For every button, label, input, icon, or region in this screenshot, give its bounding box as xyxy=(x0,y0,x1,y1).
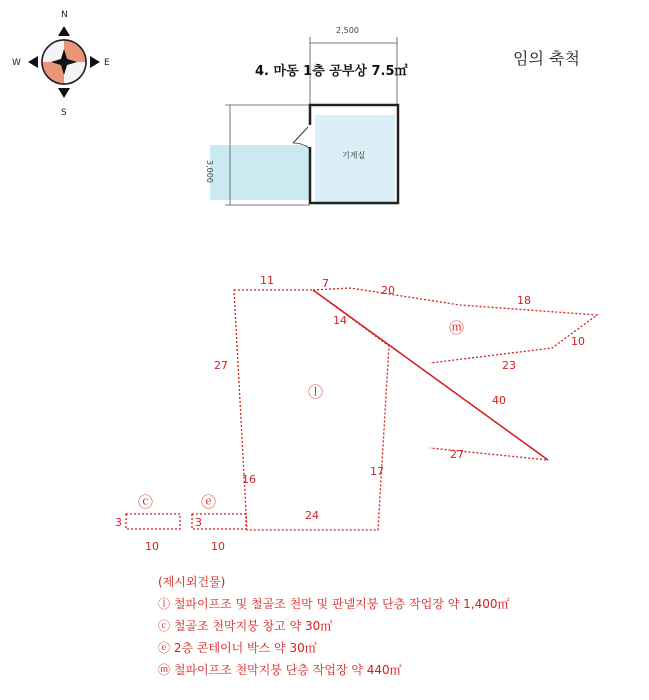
edge-label: 27 xyxy=(450,448,464,461)
edge-label: 40 xyxy=(492,394,506,407)
edge-label: 18 xyxy=(517,294,531,307)
legend-item: ⓒ 철골조 천막지붕 창고 약 30㎡ xyxy=(158,619,333,633)
edge-label: 10 xyxy=(571,335,585,348)
edge-label: 27 xyxy=(214,359,228,372)
building-b-outline xyxy=(234,290,389,530)
edge-label: 23 xyxy=(502,359,516,372)
compass-e: E xyxy=(104,58,110,68)
room-label: 기계실 xyxy=(342,151,366,160)
compass-n: N xyxy=(61,10,68,20)
block-c xyxy=(126,514,180,529)
block-c-long: 10 xyxy=(145,540,159,553)
legend-item: ⓔ 2층 콘테이너 박스 약 30㎡ xyxy=(158,641,317,655)
floor-title: 4. 마동 1층 공부상 7.5㎡ xyxy=(255,64,408,79)
scale-note: 임의 축척 xyxy=(513,49,580,68)
edge-label: 17 xyxy=(370,465,384,478)
edge-label: 24 xyxy=(305,509,319,522)
edge-label: 7 xyxy=(322,277,329,290)
block-e-short: 3 xyxy=(195,516,202,529)
dimension-width: 2,500 xyxy=(336,26,359,35)
edge-label: 16 xyxy=(242,473,256,486)
dimension-height: 3,000 xyxy=(205,160,214,183)
edge-label: 11 xyxy=(260,274,274,287)
marker-d: ⓜ xyxy=(449,319,465,337)
marker-c: ⓒ xyxy=(138,493,154,511)
block-c-short: 3 xyxy=(115,516,122,529)
marker-e: ⓔ xyxy=(201,493,217,511)
edge-label: 14 xyxy=(333,314,347,327)
legend-item: ⓛ 철파이프조 및 철골조 천막 및 판넬지붕 단층 작업장 약 1,400㎡ xyxy=(158,597,510,611)
compass-s: S xyxy=(61,108,67,118)
legend-item: ⓜ 철파이프조 천막지붕 단층 작업장 약 440㎡ xyxy=(158,663,402,677)
block-e-long: 10 xyxy=(211,540,225,553)
legend-heading: (제시외건물) xyxy=(158,575,226,589)
compass-w: W xyxy=(12,58,21,68)
edge-label: 20 xyxy=(381,284,395,297)
marker-b: ⓛ xyxy=(308,383,324,401)
